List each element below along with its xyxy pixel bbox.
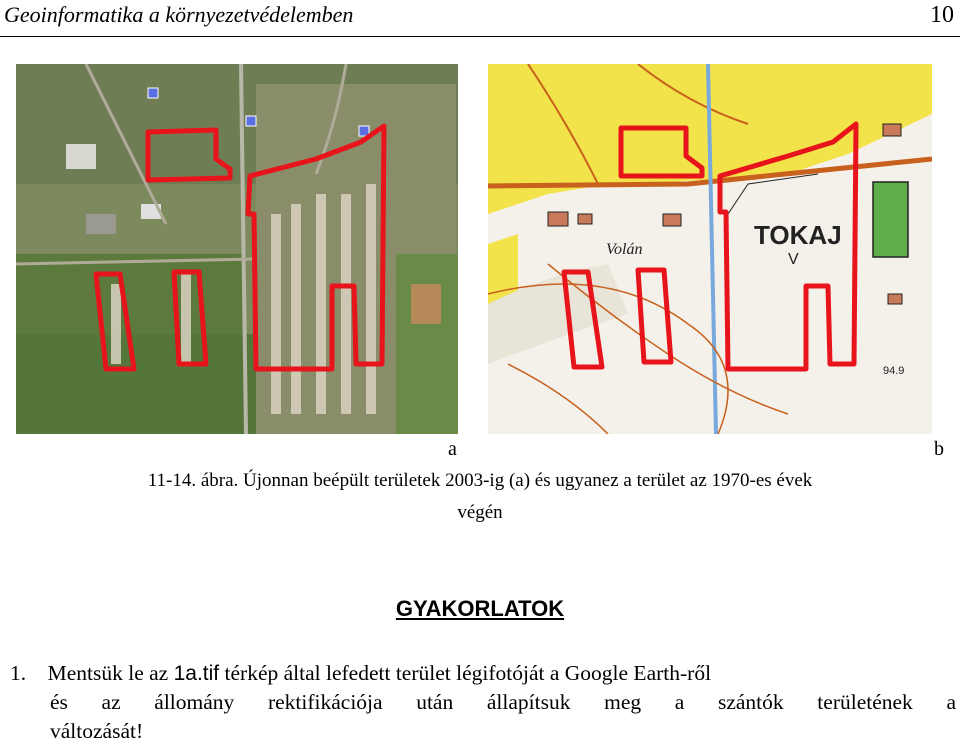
map-label-volan: Volán	[606, 241, 643, 258]
exercise-line-3: változását!	[50, 719, 144, 743]
exercise-text-before-file: Mentsük le az	[47, 661, 169, 685]
exercise-line-2: és az állomány rektifikációja után állapítsuk meg a szántók területének a	[50, 690, 956, 714]
figure-caption	[0, 465, 960, 529]
header-title: Geoinformatika a környezetvédelemben	[4, 2, 354, 27]
exercise-number: 1.	[10, 661, 27, 685]
caption-line-1: 11-14. ábra. Újonnan beépült területek 2003-ig (a) és ugyanez a terület az 1970-es évek	[147, 470, 813, 491]
section-heading: GYAKORLATOK	[395, 596, 565, 621]
topographic-map	[488, 64, 932, 434]
panel-a-label: a	[448, 438, 457, 460]
panel-b-label: b	[934, 438, 944, 460]
header-rule	[0, 36, 960, 37]
map-label-tokaj: TOKAJ	[754, 220, 842, 250]
exercise-file-name: 1a.tif	[173, 662, 220, 685]
caption-line-2: végén	[457, 502, 503, 523]
topographic-map-panel	[488, 64, 932, 434]
map-label-v: V	[788, 251, 799, 268]
exercise-text-after-file: térkép által lefedett terület légifotóját a Google Earth-ről	[224, 661, 712, 685]
aerial-photo-panel	[16, 64, 458, 434]
map-label-elevation: 94.9	[883, 365, 905, 377]
exercise-item	[10, 659, 956, 746]
page-number: 10	[930, 2, 954, 28]
exercise-line-1	[10, 659, 956, 688]
aerial-photo	[16, 64, 458, 434]
